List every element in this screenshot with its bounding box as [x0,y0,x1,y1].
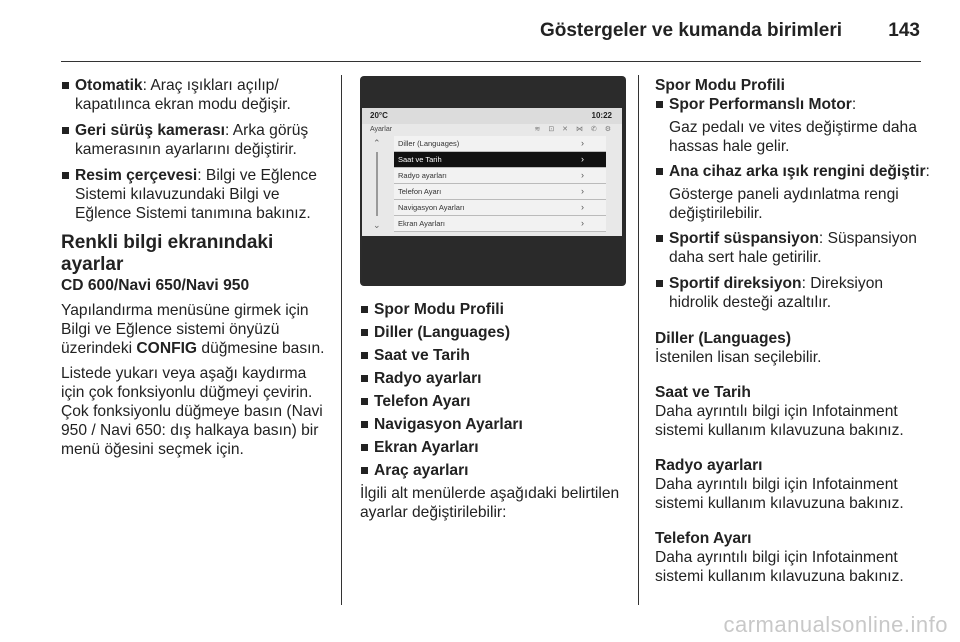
section-subheading: CD 600/Navi 650/Navi 950 [61,277,250,294]
bullet-icon [361,375,368,382]
page-title: Göstergeler ve kumanda birimleri [539,20,842,41]
list-item: Diller (Languages) [360,323,628,342]
chevron-right-icon: › [581,218,584,228]
screen-menu-item: Navigasyon Ayarları › [394,200,606,216]
screen-title: Ayarlar [370,126,393,133]
bullet-icon [361,398,368,405]
bullet-icon [656,168,663,175]
bullet-icon [361,352,368,359]
section-title: Diller (Languages) [655,330,792,347]
page-header [0,0,960,62]
list-item: Telefon Ayarı [360,392,628,411]
config-button-label: CONFIG [136,340,198,357]
bullet-icon [62,82,69,89]
screen-menu-item: Radyo ayarları › [394,168,606,184]
screen-menu-item-selected: Saat ve Tarih › [394,152,606,168]
column-divider-2 [638,75,639,605]
screen-menu [362,124,622,236]
list-item: Araç ayarları [360,461,628,480]
bullet-icon [361,467,368,474]
chevron-up-icon: ⌃ [373,138,381,148]
column-divider-1 [341,75,342,605]
bullet-icon [62,172,69,179]
screen-status-bar [362,108,622,124]
screen-menu-item: Ekran Ayarları › [394,216,606,232]
page-number: 143 [888,20,920,41]
chevron-down-icon: ⌄ [373,220,381,230]
scroll-paragraph: Listede yukarı veya aşağı kaydırma için çok fonksiyonlu düğmeyi çevirin. Çok fonksiyonlu düğmeye basın (Navi 950 / Navi 650: dış halkaya basın) bir menü öğesini seçmek için. [61,365,323,458]
bullet-icon [656,101,663,108]
chevron-right-icon: › [581,186,584,196]
list-item: Ana cihaz arka ışık rengini değiştir: [655,162,930,181]
section-text: Daha ayrıntılı bilgi için Infotainment sistemi kullanım kılavuzuna bakınız. [655,549,904,585]
chevron-right-icon: › [581,154,584,164]
bullet-icon [361,306,368,313]
list-item: Saat ve Tarih [360,346,628,365]
section-title: Telefon Ayarı [655,530,752,547]
item-description: Gösterge paneli aydınlatma rengi değiştirilebilir. [669,186,899,222]
list-item: Sportif süspansiyon: Süspansiyon daha sert hale getirilir. [655,229,930,267]
section-title: Radyo ayarları [655,457,763,474]
list-item: Spor Modu Profili [360,300,628,319]
list-item: Navigasyon Ayarları [360,415,628,434]
chevron-right-icon: › [581,138,584,148]
screen-bezel-bottom [362,236,622,284]
config-paragraph: Yapılandırma menüsüne girmek için Bilgi ve Eğlence sistemi önyüzü üzerindeki CONFIG düğmesine basın. [61,302,325,357]
item-term: Resim çerçevesi [75,167,198,184]
chevron-right-icon: › [581,170,584,180]
list-item [61,166,331,223]
screen-menu-item: Diller (Languages) › [394,136,606,152]
item-text: : Bilgi ve Eğlence Sistemi kılavuzundaki Bilgi ve Eğlence Sistemi tanımına bakınız. [75,167,317,222]
column-2-list [360,300,628,528]
screen-menu-list [394,136,606,232]
screen-status-icons: ≋ ⊡ ✕ ⋈ ✆ ⚙ [534,126,614,133]
section-text: İstenilen lisan seçilebilir. [655,349,822,366]
infotainment-screen-image [360,76,626,286]
bullet-icon [361,329,368,336]
bullet-icon [361,444,368,451]
bullet-icon [361,421,368,428]
header-divider [61,61,921,62]
bullet-icon [656,280,663,287]
chevron-right-icon: › [581,202,584,212]
screen-menu-item: Telefon Ayarı › [394,184,606,200]
list-item [61,76,331,114]
list-item: Spor Performanslı Motor: [655,95,930,114]
item-text: : Arka görüş kamerasının ayarlarını değiştirir. [75,122,309,158]
section-title: Saat ve Tarih [655,384,751,401]
screen-scrollbar [376,152,378,216]
section-heading: Renkli bilgi ekranındaki ayarlar [61,232,274,275]
bullet-icon [62,127,69,134]
section-text: Daha ayrıntılı bilgi için Infotainment sistemi kullanım kılavuzuna bakınız. [655,403,904,439]
item-term: Geri sürüş kamerası [75,122,225,139]
list-item: Radyo ayarları [360,369,628,388]
submenu-note: İlgili alt menülerde aşağıdaki belirtilen ayarlar değiştirilebilir: [360,485,620,521]
screen-temperature: 20°C [370,111,388,120]
list-item: Ekran Ayarları [360,438,628,457]
item-description: Gaz pedalı ve vites değiştirme daha hassas hale gelir. [669,119,917,155]
item-text: : Araç ışıkları açılıp/ kapatılınca ekran modu değişir. [75,77,291,113]
list-item: Sportif direksiyon: Direksiyon hidrolik desteği azaltılır. [655,274,930,312]
screen-clock: 10:22 [591,111,612,120]
list-item [61,121,331,159]
column-3 [655,76,930,592]
column-1 [61,76,331,465]
sport-heading: Spor Modu Profili [655,77,785,94]
bullet-icon [656,235,663,242]
section-text: Daha ayrıntılı bilgi için Infotainment sistemi kullanım kılavuzuna bakınız. [655,476,904,512]
watermark: carmanualsonline.info [723,612,948,637]
item-term: Otomatik [75,77,143,94]
